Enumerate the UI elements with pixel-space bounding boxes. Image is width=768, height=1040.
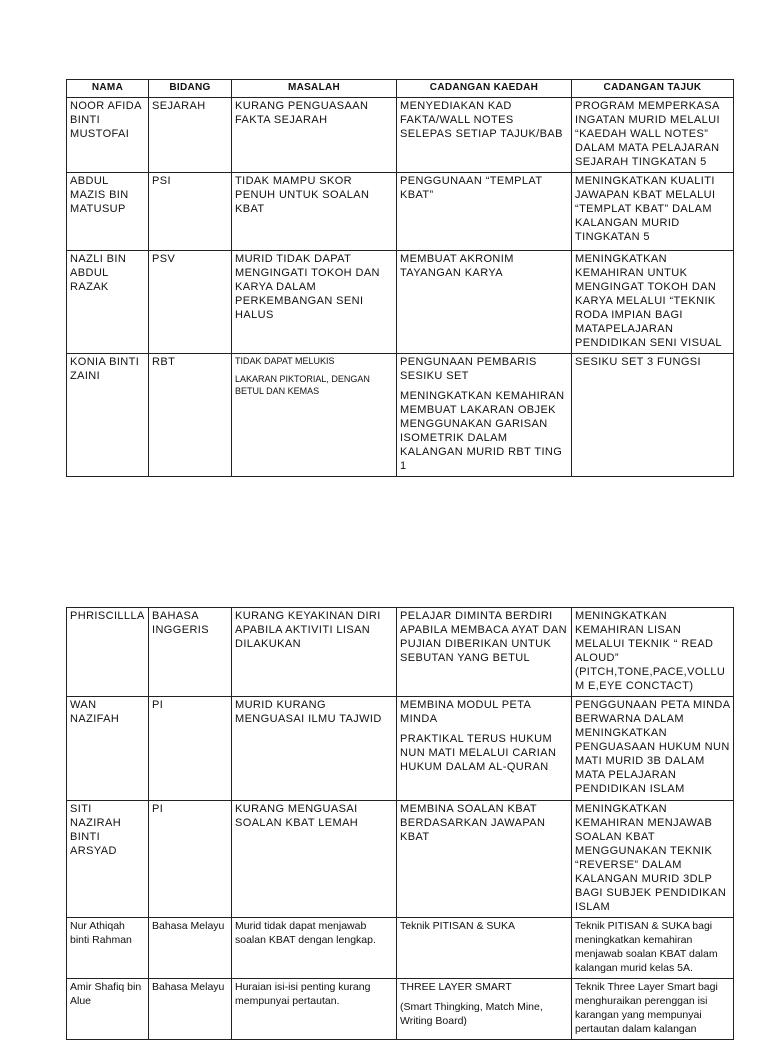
cell-masalah: KURANG MENGUASAI SOALAN KBAT LEMAH bbox=[232, 801, 397, 918]
masalah-line-1: TIDAK DAPAT MELUKIS bbox=[235, 356, 335, 366]
cell-masalah: TIDAK MAMPU SKOR PENUH UNTUK SOALAN KBAT bbox=[232, 173, 397, 251]
cell-kaedah bbox=[397, 354, 572, 477]
cell-nama: SITI NAZIRAH BINTI ARSYAD bbox=[67, 801, 149, 918]
cell-nama: NOOR AFIDA BINTI MUSTOFAI bbox=[67, 98, 149, 173]
kaedah-paragraph-1: PENGUNAAN PEMBARIS SESIKU SET bbox=[400, 356, 537, 382]
table-row bbox=[67, 608, 734, 697]
kaedah-paragraph-1: THREE LAYER SMART bbox=[400, 981, 512, 993]
cell-nama: PHRISCILLLA bbox=[67, 608, 149, 697]
cell-bidang: SEJARAH bbox=[149, 98, 232, 173]
cell-masalah: Huraian isi-isi penting kurang mempunyai pertautan. bbox=[232, 979, 397, 1040]
table-row bbox=[67, 354, 734, 477]
cell-kaedah bbox=[397, 697, 572, 801]
cell-nama: WAN NAZIFAH bbox=[67, 697, 149, 801]
table-row bbox=[67, 251, 734, 354]
kaedah-paragraph-2: MENINGKATKAN KEMAHIRAN MEMBUAT LAKARAN OBJEK MENGGUNAKAN GARISAN ISOMETRIK DALAM KALANGAN MURID RBT TING 1 bbox=[400, 390, 565, 472]
kaedah-paragraph-2: PRAKTIKAL TERUS HUKUM NUN MATI MELALUI CARIAN HUKUM DALAM AL-QURAN bbox=[400, 733, 557, 773]
kaedah-paragraph-1: MEMBINA MODUL PETA MINDA bbox=[400, 699, 531, 725]
cell-kaedah: PELAJAR DIMINTA BERDIRI APABILA MEMBACA AYAT DAN PUJIAN DIBERIKAN UNTUK SEBUTAN YANG BETUL bbox=[397, 608, 572, 697]
cell-tajuk: MENINGKATKAN KEMAHIRAN MENJAWAB SOALAN KBAT MENGGUNAKAN TEKNIK “REVERSE” DALAM KALANGAN MURID 3DLP BAGI SUBJEK PENDIDIKAN ISLAM bbox=[572, 801, 734, 918]
cell-tajuk: SESIKU SET 3 FUNGSI bbox=[572, 354, 734, 477]
header-cadangan-kaedah: CADANGAN KAEDAH bbox=[397, 80, 572, 98]
kaedah-paragraph-2: (Smart Thingking, Match Mine, Writing Board) bbox=[400, 1001, 543, 1027]
cell-tajuk: Teknik PITISAN & SUKA bagi meningkatkan kemahiran menjawab soalan KBAT dalam kalangan murid kelas 5A. bbox=[572, 918, 734, 979]
cell-bidang: PI bbox=[149, 801, 232, 918]
cell-masalah: KURANG KEYAKINAN DIRI APABILA AKTIVITI LISAN DILAKUKAN bbox=[232, 608, 397, 697]
cell-masalah bbox=[232, 354, 397, 477]
cell-nama: ABDUL MAZIS BIN MATUSUP bbox=[67, 173, 149, 251]
cell-bidang: PI bbox=[149, 697, 232, 801]
cell-nama: NAZLI BIN ABDUL RAZAK bbox=[67, 251, 149, 354]
cell-kaedah bbox=[397, 979, 572, 1040]
cell-tajuk: Teknik Three Layer Smart bagi menghuraikan perenggan isi karangan yang mempunyai pertautan dalam kalangan bbox=[572, 979, 734, 1040]
cell-masalah: MURID KURANG MENGUASAI ILMU TAJWID bbox=[232, 697, 397, 801]
table-row bbox=[67, 979, 734, 1040]
cell-kaedah: MEMBINA SOALAN KBAT BERDASARKAN JAWAPAN KBAT bbox=[397, 801, 572, 918]
cell-bidang: BAHASA INGGERIS bbox=[149, 608, 232, 697]
table-header-row bbox=[67, 80, 734, 98]
cell-nama: Nur Athiqah binti Rahman bbox=[67, 918, 149, 979]
cell-kaedah: PENGGUNAAN “TEMPLAT KBAT” bbox=[397, 173, 572, 251]
cell-kaedah: MEMBUAT AKRONIM TAYANGAN KARYA bbox=[397, 251, 572, 354]
cell-tajuk: MENINGKATKAN KUALITI JAWAPAN KBAT MELALUI “TEMPLAT KBAT” DALAM KALANGAN MURID TINGKATAN 5 bbox=[572, 173, 734, 251]
cell-tajuk: PENGGUNAAN PETA MINDA BERWARNA DALAM MENINGKATKAN PENGUASAAN HUKUM NUN MATI MURID 3B DALAM MATA PELAJARAN PENDIDIKAN ISLAM bbox=[572, 697, 734, 801]
cell-nama: Amir Shafiq bin Alue bbox=[67, 979, 149, 1040]
cell-bidang: RBT bbox=[149, 354, 232, 477]
cell-kaedah: Teknik PITISAN & SUKA bbox=[397, 918, 572, 979]
header-masalah: MASALAH bbox=[232, 80, 397, 98]
table-row bbox=[67, 173, 734, 251]
proposal-table-1 bbox=[66, 79, 734, 477]
cell-bidang: Bahasa Melayu bbox=[149, 979, 232, 1040]
cell-tajuk: PROGRAM MEMPERKASA INGATAN MURID MELALUI “KAEDAH WALL NOTES” DALAM MATA PELAJARAN SEJARAH TINGKATAN 5 bbox=[572, 98, 734, 173]
proposal-table-2 bbox=[66, 607, 734, 1040]
cell-bidang: Bahasa Melayu bbox=[149, 918, 232, 979]
cell-masalah: Murid tidak dapat menjawab soalan KBAT dengan lengkap. bbox=[232, 918, 397, 979]
header-nama: NAMA bbox=[67, 80, 149, 98]
table-row bbox=[67, 801, 734, 918]
cell-bidang: PSI bbox=[149, 173, 232, 251]
table-row bbox=[67, 918, 734, 979]
header-cadangan-tajuk: CADANGAN TAJUK bbox=[572, 80, 734, 98]
cell-tajuk: MENINGKATKAN KEMAHIRAN LISAN MELALUI TEKNIK “ READ ALOUD” (PITCH,TONE,PACE,VOLLUM E,EYE CONCTACT) bbox=[572, 608, 734, 697]
table-row bbox=[67, 697, 734, 801]
cell-bidang: PSV bbox=[149, 251, 232, 354]
table-row bbox=[67, 98, 734, 173]
masalah-line-2: LAKARAN PIKTORIAL, DENGAN BETUL DAN KEMAS bbox=[235, 374, 370, 396]
header-bidang: BIDANG bbox=[149, 80, 232, 98]
cell-kaedah: MENYEDIAKAN KAD FAKTA/WALL NOTES SELEPAS SETIAP TAJUK/BAB bbox=[397, 98, 572, 173]
cell-masalah: MURID TIDAK DAPAT MENGINGATI TOKOH DAN KARYA DALAM PERKEMBANGAN SENI HALUS bbox=[232, 251, 397, 354]
cell-nama: KONIA BINTI ZAINI bbox=[67, 354, 149, 477]
cell-masalah: KURANG PENGUASAAN FAKTA SEJARAH bbox=[232, 98, 397, 173]
cell-tajuk: MENINGKATKAN KEMAHIRAN UNTUK MENGINGAT TOKOH DAN KARYA MELALUI “TEKNIK RODA IMPIAN BAGI MATAPELAJARAN PENDIDIKAN SENI VISUAL bbox=[572, 251, 734, 354]
